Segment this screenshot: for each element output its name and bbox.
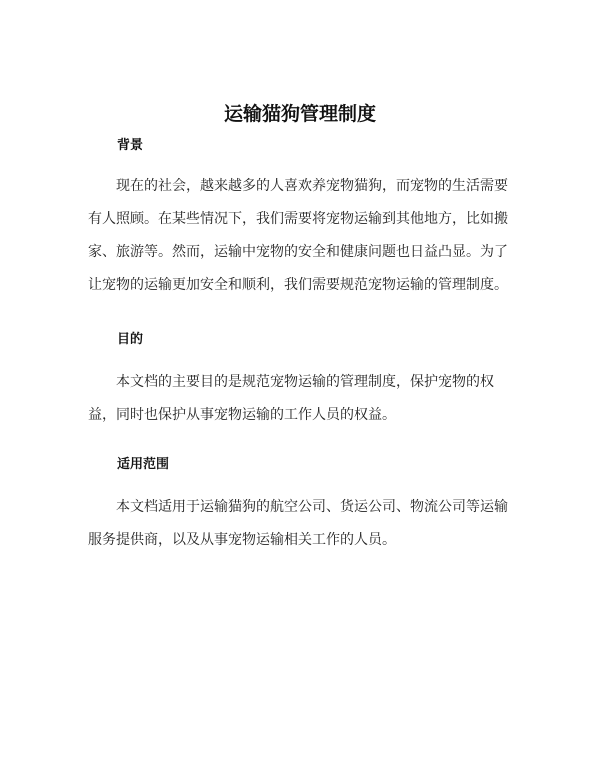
document-title: 运输猫狗管理制度 xyxy=(223,103,376,125)
section-heading-purpose: 目的 xyxy=(117,332,144,347)
section-body-scope: 本文档适用于运输猫狗的航空公司、货运公司、物流公司等运输服务提供商，以及从事宠物运输相关工作的人员。 xyxy=(88,499,508,548)
section-heading-scope: 适用范围 xyxy=(117,457,170,472)
section-body-purpose: 本文档的主要目的是规范宠物运输的管理制度，保护宠物的权益，同时也保护从事宠物运输的工作人员的权益。 xyxy=(88,374,494,423)
section-body-background: 现在的社会，越来越多的人喜欢养宠物猫狗，而宠物的生活需要有人照顾。在某些情况下，我们需要将宠物运输到其他地方，比如搬家、旅游等。然而，运输中宠物的安全和健康问题也日益凸显。为了让宠物的运输更加安全和顺利，我们需要规范宠物运输的管理制度。 xyxy=(88,178,508,293)
section-heading-background: 背景 xyxy=(117,138,144,153)
